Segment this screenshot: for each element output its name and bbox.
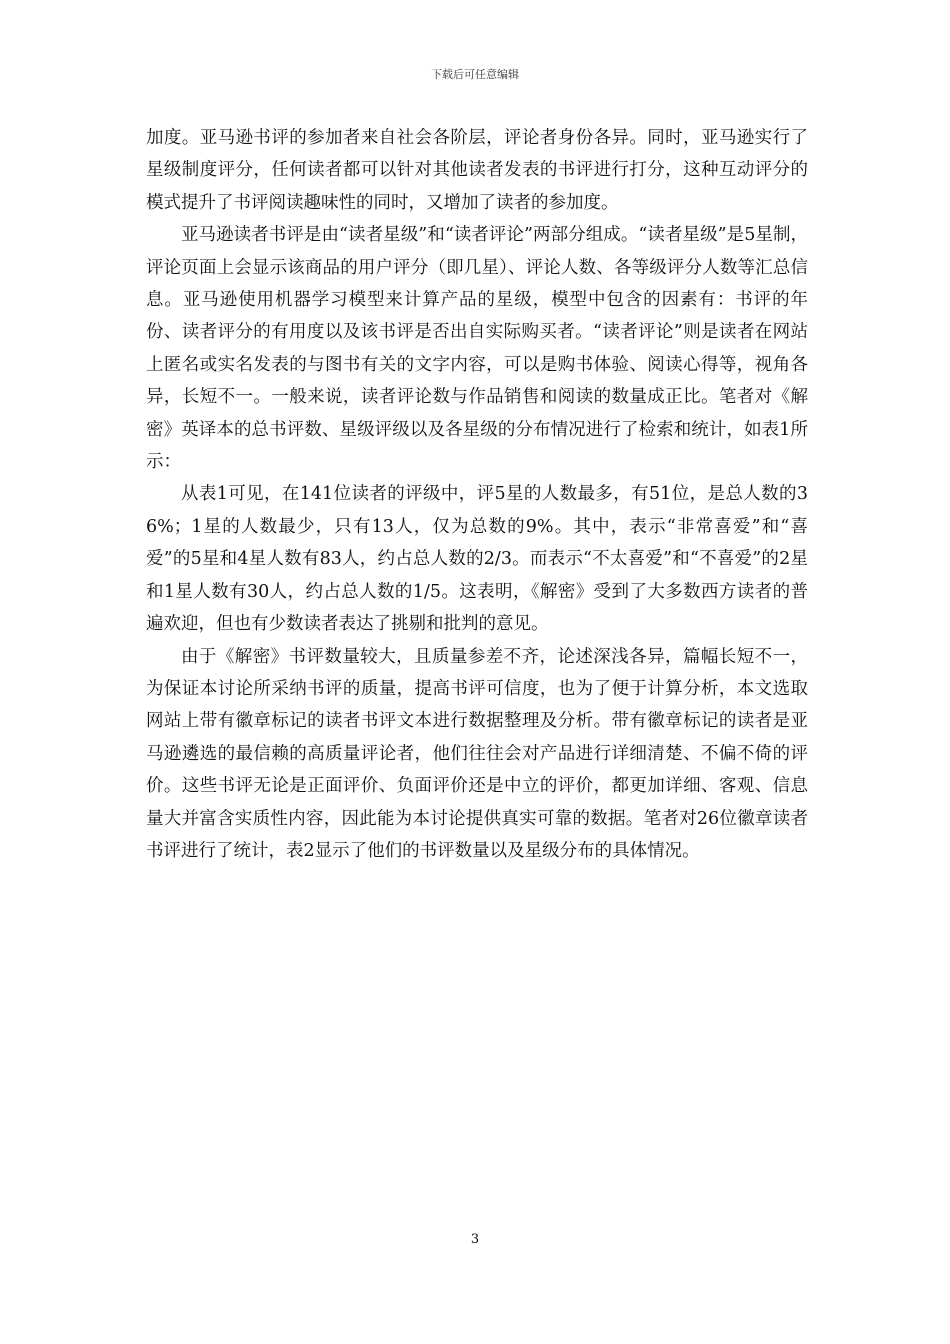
document-body <box>146 122 808 867</box>
paragraph-2: 亚马逊读者书评是由“读者星级”和“读者评论”两部分组成。“读者星级”是5星制，评论页面上会显示该商品的用户评分（即几星）、评论人数、各等级评分人数等汇总信息。亚马逊使用机器学习模型来计算产品的星级，模型中包含的因素有：书评的年份、读者评分的有用度以及该书评是否出自实际购买者。“读者评论”则是读者在网站上匿名或实名发表的与图书有关的文字内容，可以是购书体验、阅读心得等，视角各异，长短不一。一般来说，读者评论数与作品销售和阅读的数量成正比。笔者对《解密》英译本的总书评数、星级评级以及各星级的分布情况进行了检索和统计，如表1所示： <box>146 225 808 473</box>
page-header: 下载后可任意编辑 <box>431 68 519 81</box>
paragraph-1: 加度。亚马逊书评的参加者来自社会各阶层，评论者身份各异。同时，亚马逊实行了星级制度评分，任何读者都可以针对其他读者发表的书评进行打分，这种互动评分的模式提升了书评阅读趣味性的同时，又增加了读者的参加度。 <box>146 128 808 213</box>
page-number: 3 <box>470 1232 480 1247</box>
paragraph-4: 由于《解密》书评数量较大，且质量参差不齐，论述深浅各异，篇幅长短不一，为保证本讨论所采纳书评的质量，提高书评可信度，也为了便于计算分析，本文选取网站上带有徽章标记的读者书评文本进行数据整理及分析。带有徽章标记的读者是亚马逊遴选的最信赖的高质量评论者，他们往往会对产品进行详细清楚、不偏不倚的评价。这些书评无论是正面评价、负面评价还是中立的评价，都更加详细、客观、信息量大并富含实质性内容，因此能为本讨论提供真实可靠的数据。笔者对26位徽章读者书评进行了统计，表2显示了他们的书评数量以及星级分布的具体情况。 <box>146 646 808 861</box>
paragraph-3: 从表1可见，在141位读者的评级中，评5星的人数最多，有51位，是总人数的36%；1星的人数最少，只有13人，仅为总数的9%。其中，表示“非常喜爱”和“喜爱”的5星和4星人数有83人，约占总人数的2/3。而表示“不太喜爱”和“不喜爱”的2星和1星人数有30人，约占总人数的1/5。这表明，《解密》受到了大多数西方读者的普遍欢迎，但也有少数读者表达了挑剔和批判的意见。 <box>146 484 808 635</box>
